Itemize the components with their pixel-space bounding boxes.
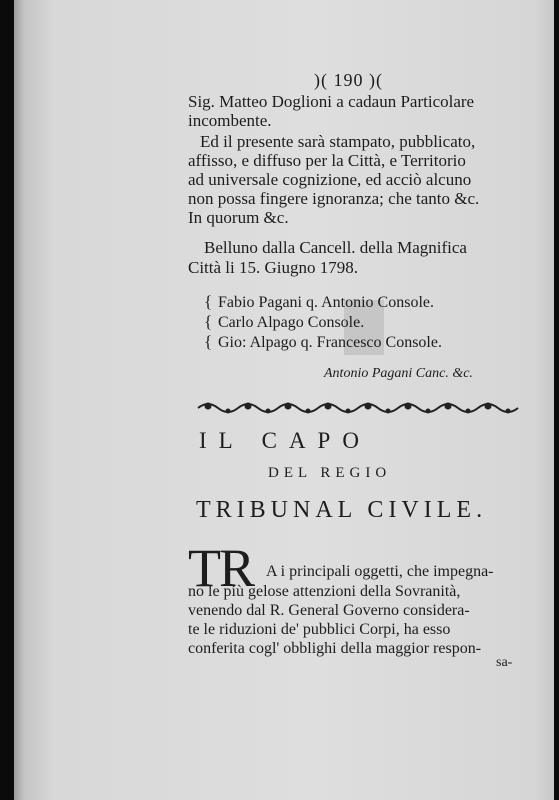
paragraph-line: A i principali oggetti, che impegna-	[266, 563, 494, 580]
paragraph-line: conferita cogl' obblighi della maggior respon-	[188, 640, 482, 657]
heading-line-3: TRIBUNAL CIVILE.	[196, 497, 488, 523]
intro-line: Ed il presente sarà stampato, pubblicato,	[200, 132, 476, 151]
intro-line: ad universale cognizione, ed acciò alcuno	[188, 170, 472, 189]
heading-line-2: DEL REGIO	[268, 465, 392, 481]
console-signature: { Gio: Alpago q. Francesco Console.	[204, 332, 442, 351]
drop-capital: TR	[188, 538, 254, 598]
console-signature: { Fabio Pagani q. Antonio Console.	[204, 292, 434, 311]
chancellor-signature: Antonio Pagani Canc. &c.	[324, 366, 473, 381]
document-page	[14, 0, 554, 800]
date-line: Belluno dalla Cancell. della Magnifica	[204, 238, 467, 257]
intro-line: non possa fingere ignoranza; che tanto &c.	[188, 189, 480, 208]
heading-line-1: IL CAPO	[199, 428, 371, 453]
intro-line: Sig. Matteo Doglioni a cadaun Particolare	[188, 92, 475, 111]
console-signature: { Carlo Alpago Console.	[204, 312, 365, 331]
intro-line: affisso, e diffuso per la Città, e Territorio	[188, 151, 466, 170]
catchword: sa-	[496, 655, 513, 670]
paragraph-line: te le riduzioni de' pubblici Corpi, ha esso	[188, 621, 451, 638]
page-number: )( 190 )(	[314, 70, 383, 90]
intro-line: incombente.	[188, 111, 272, 130]
intro-line: In quorum &c.	[188, 208, 289, 227]
paragraph-line: venendo dal R. General Governo considera-	[188, 602, 470, 619]
date-line: Città li 15. Giugno 1798.	[188, 258, 358, 277]
floral-ornament-rule	[196, 398, 526, 418]
paragraph-line: no le più gelose attenzioni della Sovranità,	[188, 583, 461, 600]
